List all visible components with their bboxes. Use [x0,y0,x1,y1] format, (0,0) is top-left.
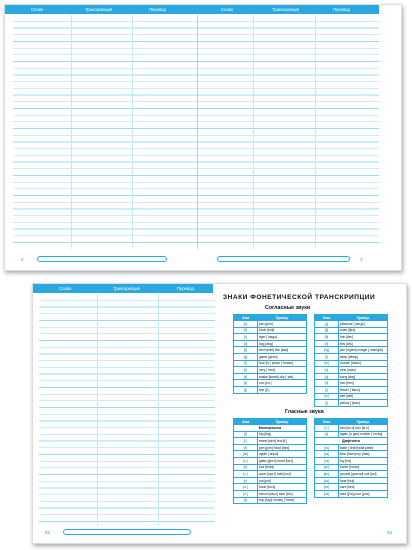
table-row [234,477,307,484]
table-row [315,484,388,491]
phonetic-symbol: [ɪə] [315,477,339,484]
phonetic-symbol: [ɑː] [234,457,258,464]
example-word: yellow [ˈjeləʊ] [339,400,388,407]
example-word: zoo [zuː] [258,380,307,387]
page-number-right: 83 [387,530,393,535]
example-word: wet [wet] [339,393,388,400]
table-row [234,431,307,438]
phonetic-symbol: [ɔː] [234,471,258,478]
example-word: put [pʊt] [258,477,307,484]
example-word: apple [ˈæpəl] [258,451,307,458]
example-word: home [həʊm] [339,464,388,471]
example-word: street [striːt] tea [tiː] [258,438,307,445]
col-translation: Перевод [177,286,194,291]
footer-pill-left [37,256,167,262]
phonetic-symbol: [ɒ] [234,464,258,471]
example-word: time [taɪm] my [maɪ] [339,451,388,458]
table-row [315,347,388,354]
notebook-spread-bottom [32,283,407,544]
phonetic-symbol: [ʃ] [234,386,258,393]
example-word: game [geɪm] [258,353,307,360]
example-word: four [fɔː] photo [ˈfəʊtəʊ] [258,360,307,367]
example-word: hen [hen] [339,380,388,387]
col-transcription-left: Транскрипция [85,7,113,12]
col-transcription-right: Транскрипция [272,7,300,12]
phonetic-symbol: [eɪ] [315,444,339,451]
table-row [315,471,388,478]
table-header-bar [33,284,213,293]
table-row [234,490,307,497]
footer-pill-right [217,256,350,262]
table-row [315,353,388,360]
footer-pill [63,529,191,535]
example-word: book [bʊk] [258,327,307,334]
col-word-right: Слово [221,7,234,12]
consonants-table-left: Знак Пример [p] pen [pen] [b] book [bʊk] [t] tiger [ˈtaɪgə] [d] dog [dɒg] [k] wish [kæt] kite [kaɪt] [g] game [geɪm] [f] four [fɔː] photo [ˈfəʊtəʊ] [v] very [ˈverɪ] [s] snake [sneɪk] city [ˈsɪtɪ] [z] zoo [zuː] [ʃ] she [ʃiː] [233,314,307,394]
example-word: hear [hɪə] [339,477,388,484]
table-row [315,464,388,471]
example-word: school [skuːl] blue [bluː] [258,490,307,497]
phonetic-symbol: [v] [234,367,258,374]
table-row [315,321,388,328]
phonetic-symbol: [j] [315,400,339,407]
example-word: thin [θɪn] [339,334,388,341]
phonetic-symbol: [uː] [234,490,258,497]
phonetic-symbol: [ʌ] [234,497,258,504]
table-row [315,425,388,432]
vowels-heading: Гласные звуки [285,409,324,415]
table-row [234,457,307,464]
table-row [315,373,388,380]
phonetic-symbol: [æ] [234,451,258,458]
phonetic-symbol: [h] [315,380,339,387]
phonetic-symbol: [z] [234,380,258,387]
consonants-heading: Согласные звуки [265,305,311,311]
example-word: tiger [ˈtaɪgə] [258,334,307,341]
ruled-lines [39,294,215,526]
phonetic-symbol: [m] [315,360,339,367]
example-word: flower [ˈflaʊə] [339,386,388,393]
page-number-right: 3 [360,257,363,262]
phonetic-symbol: [w] [315,393,339,400]
phonetic-symbol: [ɜː] [315,425,339,432]
table-row [315,444,388,451]
table-row [234,484,307,491]
phonetic-symbol: [l] [315,353,339,360]
table-row [315,393,388,400]
table-row [234,340,307,347]
table-row [315,431,388,438]
example-word: nine [naɪn] [339,367,388,374]
phonetic-symbol: [eə] [315,484,339,491]
table-header-bar [5,5,379,14]
table-row [234,367,307,374]
example-word: big [bɪg] [258,431,307,438]
table-row [315,451,388,458]
phonetic-symbol: [s] [234,373,258,380]
table-row [234,353,307,360]
table-row [234,464,307,471]
phonetic-symbol: [ʒ] [315,321,339,328]
phonetic-symbol: [ð] [315,340,339,347]
phonetic-symbol: [k] [234,347,258,354]
phonetic-symbol: [r] [315,386,339,393]
phonetic-symbol: [iː] [234,438,258,445]
phonetic-symbol: [e] [234,444,258,451]
table-row [234,471,307,478]
phonetic-symbol: [f] [234,360,258,367]
table-row [234,334,307,341]
table-row [315,386,388,393]
col-word: Слово [59,286,72,291]
table-row [234,444,307,451]
example-word: dog [dɒg] [258,340,307,347]
table-row [315,340,388,347]
example-word: song [sɒŋ] [339,373,388,380]
example-word: mouse [maʊs] [339,360,388,367]
col-word-left: Слово [31,7,44,12]
phonetic-symbol: [p] [234,321,258,328]
example-word: chair [tʃeə] [339,327,388,334]
vowels-table-right: Знак Пример [ɜː] bird [bɜːd] turn [tɜːn] [ə] again [əˈgen] mother [ˈmʌðə] Дифтонги [eɪ] table [ˈteɪbl] wait [weɪt] [aɪ] time [taɪm] my [maɪ] [ɔɪ] toy [tɔɪ] [əʊ] home [həʊm] [aʊ] ground [graʊnd] owl [aʊl] [ɪə] hear [hɪə] [eə] care [keə] [ʊə] sure [ʃʊə] poor [pʊə] [314,418,388,498]
phonetic-symbol: [ə] [315,431,339,438]
col-transcription: Транскрипция [113,286,141,291]
phonetic-symbol: [tʃ] [315,327,339,334]
example-word: lamp [læmp] [339,353,388,360]
phonetic-symbol: [ɔɪ] [315,457,339,464]
table-row [315,334,388,341]
example-word: again [əˈgen] mother [ˈmʌðə] [339,431,388,438]
consonants-table-right: Знак Пример [ʒ] pleasure [ˈpleʒə] [tʃ] chair [tʃeə] [θ] thin [θɪn] [ð] this [ðɪs] [dʒ] jam [dʒæm] magic [ˈmædʒɪk] [l] lamp [læmp] [m] mouse [maʊs] [n] nine [naɪn] [ŋ] song [sɒŋ] [h] hen [hen] [r] flower [ˈflaʊə] [w] wet [wet] [j] yellow [ˈjeləʊ] [314,314,388,407]
example-word: this [ðɪs] [339,340,388,347]
example-word: bird [bɜːd] turn [tɜːn] [339,425,388,432]
example-word: table [ˈteɪbl] wait [weɪt] [339,444,388,451]
page-number-left: 2 [21,257,24,262]
phonetic-symbol: [d] [234,340,258,347]
table-row [315,457,388,464]
table-row [315,400,388,407]
example-word: cup [kʌp] money [ˈmʌnɪ] [258,497,307,504]
phonetic-symbol: [uː] [234,484,258,491]
table-row [315,477,388,484]
monophthongs-label: Монофтонги [234,425,307,432]
table-row [234,321,307,328]
phonetic-symbol: [n] [315,367,339,374]
table-row [234,373,307,380]
diphthongs-label: Дифтонги [315,438,388,445]
example-word: sport [spɔːt] wall [wɔːl] [258,471,307,478]
example-word: she [ʃiː] [258,386,307,393]
vowels-table-left: Знак Пример Монофтонги [ɪ] big [bɪg] [iː] street [striːt] tea [tiː] [e] pen [pen] head [hed] [æ] apple [ˈæpəl] [ɑː] glass [glɑːs] heart [hɑːt] [ɒ] box [bɒks] [ɔː] sport [spɔːt] wall [wɔːl] [ʊ] put [pʊt] [uː] book [buːk] [uː] school [skuːl] blue [bluː] [ʌ] cup [kʌp] money [ˈmʌnɪ] [233,418,307,504]
phonetic-symbol: [g] [234,353,258,360]
example-word: very [ˈverɪ] [258,367,307,374]
table-row [234,380,307,387]
example-word: jam [dʒæm] magic [ˈmædʒɪk] [339,347,388,354]
phonetic-symbol: [ŋ] [315,373,339,380]
page-number-left: 82 [45,530,51,535]
table-row [234,327,307,334]
table-row [315,380,388,387]
table-row [234,360,307,367]
table-row [234,347,307,354]
table-row [315,360,388,367]
example-word: book [buːk] [258,484,307,491]
table-row [234,451,307,458]
table-row [315,367,388,374]
example-word: pen [pen] [258,321,307,328]
phonetic-symbol: [dʒ] [315,347,339,354]
col-translation-left: Перевод [149,7,166,12]
table-row [234,497,307,504]
phonetic-symbol: [t] [234,334,258,341]
notebook-spread-top [4,4,402,271]
page-title: ЗНАКИ ФОНЕТИЧЕСКОЙ ТРАНСКРИПЦИИ [223,294,376,301]
phonetic-symbol: [ʊə] [315,490,339,497]
example-word: box [bɒks] [258,464,307,471]
table-row [315,327,388,334]
phonetic-symbol: [aʊ] [315,471,339,478]
phonetic-symbol: [aɪ] [315,451,339,458]
col-translation-right: Перевод [333,7,350,12]
example-word: wish [kæt] kite [kaɪt] [258,347,307,354]
example-word: sure [ʃʊə] poor [pʊə] [339,490,388,497]
example-word: ground [graʊnd] owl [aʊl] [339,471,388,478]
phonetic-symbol: [b] [234,327,258,334]
phonetic-symbol: [ɪ] [234,431,258,438]
table-row [315,490,388,497]
phonetic-symbol: [θ] [315,334,339,341]
example-word: care [keə] [339,484,388,491]
example-word: snake [sneɪk] city [ˈsɪtɪ] [258,373,307,380]
ruled-lines [13,15,379,249]
table-row [234,386,307,393]
example-word: glass [glɑːs] heart [hɑːt] [258,457,307,464]
phonetic-symbol: [əʊ] [315,464,339,471]
table-row [234,438,307,445]
example-word: toy [tɔɪ] [339,457,388,464]
example-word: pen [pen] head [hed] [258,444,307,451]
example-word: pleasure [ˈpleʒə] [339,321,388,328]
phonetic-symbol: [ʊ] [234,477,258,484]
